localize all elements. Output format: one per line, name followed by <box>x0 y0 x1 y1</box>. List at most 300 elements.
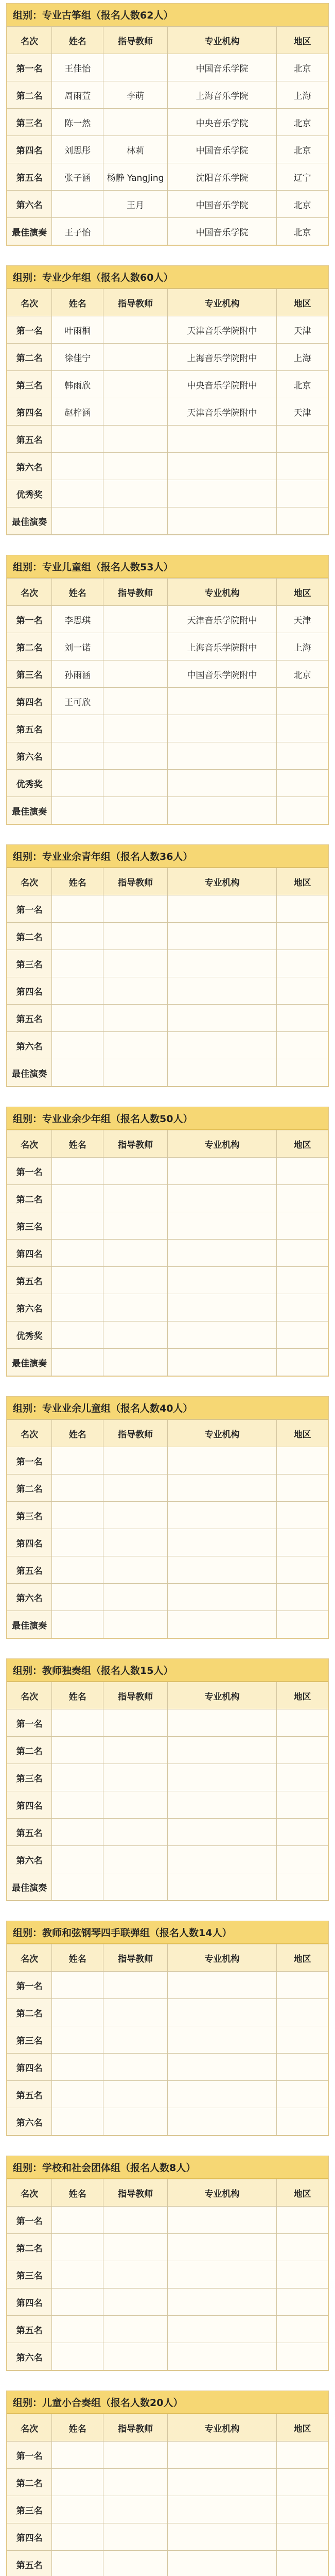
table-row <box>7 950 328 977</box>
cell-region <box>277 2054 328 2081</box>
table-row <box>7 136 328 163</box>
cell-organization <box>167 2081 276 2108</box>
cell-name <box>52 1556 103 1584</box>
cell-rank: 第四名 <box>7 2523 52 2551</box>
column-header-teacher: 指导教师 <box>103 289 168 316</box>
cell-name <box>52 2316 103 2343</box>
cell-organization <box>167 1611 276 1638</box>
cell-region <box>277 950 328 977</box>
cell-teacher: 林莉 <box>103 136 168 163</box>
cell-teacher <box>103 1972 168 1999</box>
cell-rank: 第六名 <box>7 1032 52 1059</box>
cell-teacher <box>103 1005 168 1032</box>
cell-organization <box>167 2207 276 2234</box>
cell-region <box>277 1502 328 1529</box>
cell-teacher <box>103 1529 168 1556</box>
table-row <box>7 715 328 742</box>
cell-teacher: 杨静 YangJing <box>103 163 168 191</box>
table-header-row <box>7 1130 328 1158</box>
table-row <box>7 1158 328 1185</box>
cell-name <box>52 2234 103 2261</box>
results-section <box>6 1921 329 2136</box>
cell-name <box>52 1737 103 1764</box>
cell-rank: 第四名 <box>7 1240 52 1267</box>
table-row <box>7 2026 328 2054</box>
cell-region <box>277 1475 328 1502</box>
cell-rank: 第三名 <box>7 2496 52 2523</box>
cell-region <box>277 977 328 1005</box>
cell-rank: 第一名 <box>7 2207 52 2234</box>
table-header-row <box>7 1682 328 1709</box>
table-row <box>7 797 328 824</box>
cell-teacher <box>103 109 168 136</box>
cell-organization: 上海音乐学院附中 <box>167 633 276 660</box>
cell-organization <box>167 2316 276 2343</box>
cell-teacher <box>103 507 168 535</box>
cell-organization <box>167 1819 276 1846</box>
cell-name <box>52 1475 103 1502</box>
cell-name <box>52 2261 103 2289</box>
cell-name: 叶雨桐 <box>52 316 103 344</box>
cell-region <box>277 770 328 797</box>
cell-organization: 中央音乐学院 <box>167 109 276 136</box>
cell-teacher <box>103 1556 168 1584</box>
cell-rank: 优秀奖 <box>7 1321 52 1349</box>
table-row <box>7 453 328 480</box>
cell-organization <box>167 1240 276 1267</box>
cell-name: 孙雨涵 <box>52 660 103 688</box>
cell-organization <box>167 2523 276 2551</box>
cell-region <box>277 1873 328 1901</box>
cell-organization <box>167 895 276 923</box>
results-section <box>6 1107 329 1377</box>
cell-rank: 第六名 <box>7 1294 52 1321</box>
cell-teacher <box>103 1873 168 1901</box>
group-name: 专业业余青年组（报名人数36人） <box>42 851 193 862</box>
group-label: 组别： <box>13 1113 43 1125</box>
cell-region <box>277 1212 328 1240</box>
column-header-region: 地区 <box>277 1130 328 1158</box>
cell-teacher <box>103 2234 168 2261</box>
cell-rank: 第一名 <box>7 1972 52 1999</box>
cell-organization <box>167 453 276 480</box>
cell-region <box>277 1529 328 1556</box>
cell-region <box>277 426 328 453</box>
cell-name <box>52 1529 103 1556</box>
cell-region <box>277 715 328 742</box>
column-header-teacher: 指导教师 <box>103 579 168 606</box>
cell-name <box>52 507 103 535</box>
cell-rank: 第三名 <box>7 1212 52 1240</box>
column-header-organization: 专业机构 <box>167 2414 276 2442</box>
column-header-rank: 名次 <box>7 27 52 54</box>
cell-teacher: 李萌 <box>103 81 168 109</box>
cell-rank: 第一名 <box>7 2442 52 2469</box>
cell-rank: 第二名 <box>7 2469 52 2496</box>
cell-teacher <box>103 1584 168 1611</box>
table-header-row <box>7 2179 328 2207</box>
results-section <box>6 2156 329 2371</box>
cell-region <box>277 742 328 770</box>
cell-teacher <box>103 426 168 453</box>
cell-name <box>52 1005 103 1032</box>
cell-teacher <box>103 1502 168 1529</box>
cell-organization: 中国音乐学院 <box>167 136 276 163</box>
section-title <box>7 1921 328 1944</box>
cell-name <box>52 895 103 923</box>
cell-name <box>52 1059 103 1087</box>
column-header-organization: 专业机构 <box>167 579 276 606</box>
cell-organization <box>167 1349 276 1376</box>
cell-organization <box>167 2343 276 2370</box>
cell-name: 韩雨欣 <box>52 371 103 398</box>
cell-teacher <box>103 606 168 633</box>
group-label: 组别： <box>13 2397 43 2409</box>
cell-name: 陈一然 <box>52 109 103 136</box>
table-row <box>7 1611 328 1638</box>
cell-region <box>277 2026 328 2054</box>
cell-region <box>277 2207 328 2234</box>
cell-rank: 第四名 <box>7 2054 52 2081</box>
cell-region <box>277 1447 328 1475</box>
cell-name <box>52 2523 103 2551</box>
cell-region <box>277 2289 328 2316</box>
cell-region <box>277 1846 328 1873</box>
results-section <box>6 1658 329 1901</box>
cell-teacher <box>103 950 168 977</box>
cell-name <box>52 1611 103 1638</box>
results-section <box>6 844 329 1087</box>
cell-name <box>52 2026 103 2054</box>
cell-rank: 最佳演奏 <box>7 218 52 245</box>
table-row <box>7 923 328 950</box>
cell-teacher <box>103 2207 168 2234</box>
cell-region: 天津 <box>277 606 328 633</box>
table-row <box>7 2316 328 2343</box>
table-row <box>7 109 328 136</box>
cell-organization <box>167 2442 276 2469</box>
cell-teacher <box>103 2442 168 2469</box>
table-header-row <box>7 289 328 316</box>
cell-teacher <box>103 2026 168 2054</box>
column-header-region: 地区 <box>277 27 328 54</box>
cell-rank: 第六名 <box>7 2343 52 2370</box>
cell-rank: 第二名 <box>7 1475 52 1502</box>
table-header-row <box>7 868 328 895</box>
cell-region <box>277 1267 328 1294</box>
column-header-rank: 名次 <box>7 1130 52 1158</box>
table-row <box>7 344 328 371</box>
column-header-teacher: 指导教师 <box>103 2179 168 2207</box>
column-header-region: 地区 <box>277 579 328 606</box>
cell-rank: 第四名 <box>7 398 52 426</box>
table-row <box>7 2551 328 2576</box>
cell-name <box>52 923 103 950</box>
cell-name <box>52 1972 103 1999</box>
cell-teacher <box>103 977 168 1005</box>
cell-region <box>277 453 328 480</box>
table-row <box>7 371 328 398</box>
table-row <box>7 1873 328 1901</box>
column-header-teacher: 指导教师 <box>103 868 168 895</box>
cell-region <box>277 895 328 923</box>
cell-name <box>52 1267 103 1294</box>
cell-organization <box>167 797 276 824</box>
cell-organization <box>167 2261 276 2289</box>
group-label: 组别： <box>13 272 43 283</box>
cell-organization <box>167 1032 276 1059</box>
cell-teacher <box>103 633 168 660</box>
table-row <box>7 1556 328 1584</box>
cell-organization <box>167 1999 276 2026</box>
column-header-name: 姓名 <box>52 868 103 895</box>
cell-region <box>277 2316 328 2343</box>
cell-organization <box>167 1502 276 1529</box>
column-header-name: 姓名 <box>52 2414 103 2442</box>
cell-name <box>52 1349 103 1376</box>
table-row <box>7 1584 328 1611</box>
cell-organization: 上海音乐学院附中 <box>167 344 276 371</box>
cell-name: 徐佳宁 <box>52 344 103 371</box>
cell-region: 北京 <box>277 191 328 218</box>
cell-region <box>277 1005 328 1032</box>
table-row <box>7 1447 328 1475</box>
cell-organization <box>167 1447 276 1475</box>
cell-region <box>277 2496 328 2523</box>
cell-teacher <box>103 1032 168 1059</box>
cell-rank: 最佳演奏 <box>7 1349 52 1376</box>
cell-organization: 沈阳音乐学院 <box>167 163 276 191</box>
column-header-organization: 专业机构 <box>167 2179 276 2207</box>
cell-region <box>277 1059 328 1087</box>
cell-teacher <box>103 1185 168 1212</box>
cell-rank: 第三名 <box>7 950 52 977</box>
cell-name: 王可欣 <box>52 688 103 715</box>
group-label: 组别： <box>13 2162 43 2174</box>
table-row <box>7 2207 328 2234</box>
cell-region <box>277 1972 328 1999</box>
cell-teacher <box>103 2343 168 2370</box>
cell-teacher <box>103 797 168 824</box>
table-row <box>7 688 328 715</box>
cell-teacher <box>103 2316 168 2343</box>
cell-region: 北京 <box>277 371 328 398</box>
group-name: 专业业余少年组（报名人数50人） <box>42 1113 193 1125</box>
cell-region <box>277 2234 328 2261</box>
results-table <box>7 1682 328 1901</box>
cell-teacher <box>103 371 168 398</box>
group-label: 组别： <box>13 851 43 862</box>
cell-region <box>277 1032 328 1059</box>
table-header-row <box>7 1420 328 1447</box>
cell-rank: 第二名 <box>7 2234 52 2261</box>
group-name: 专业少年组（报名人数60人） <box>42 272 173 283</box>
cell-teacher <box>103 1709 168 1737</box>
cell-rank: 第四名 <box>7 136 52 163</box>
column-header-organization: 专业机构 <box>167 1682 276 1709</box>
table-row <box>7 1349 328 1376</box>
table-row <box>7 1321 328 1349</box>
table-header-row <box>7 579 328 606</box>
section-title <box>7 555 328 578</box>
cell-region <box>277 1349 328 1376</box>
cell-organization <box>167 1158 276 1185</box>
cell-organization <box>167 1791 276 1819</box>
cell-teacher <box>103 398 168 426</box>
results-table <box>7 578 328 824</box>
cell-region <box>277 2108 328 2136</box>
cell-name <box>52 191 103 218</box>
column-header-name: 姓名 <box>52 1944 103 1972</box>
section-title <box>7 2391 328 2414</box>
cell-organization <box>167 1709 276 1737</box>
group-label: 组别： <box>13 10 43 21</box>
table-row <box>7 895 328 923</box>
cell-name <box>52 1502 103 1529</box>
group-name: 专业儿童组（报名人数53人） <box>42 562 173 573</box>
table-row <box>7 1267 328 1294</box>
column-header-region: 地区 <box>277 1944 328 1972</box>
cell-region <box>277 1999 328 2026</box>
results-table <box>7 26 328 245</box>
column-header-organization: 专业机构 <box>167 1130 276 1158</box>
cell-region: 北京 <box>277 54 328 81</box>
cell-rank: 第一名 <box>7 54 52 81</box>
cell-rank: 第五名 <box>7 1267 52 1294</box>
cell-teacher <box>103 2054 168 2081</box>
group-name: 儿童小合奏组（报名人数20人） <box>42 2397 183 2409</box>
cell-region <box>277 2469 328 2496</box>
cell-name <box>52 1321 103 1349</box>
cell-rank: 第一名 <box>7 606 52 633</box>
cell-organization <box>167 1059 276 1087</box>
group-name: 学校和社会团体组（报名人数8人） <box>42 2162 196 2174</box>
table-row <box>7 2469 328 2496</box>
column-header-teacher: 指导教师 <box>103 1130 168 1158</box>
table-row <box>7 977 328 1005</box>
cell-region <box>277 1764 328 1791</box>
cell-rank: 第四名 <box>7 1791 52 1819</box>
column-header-teacher: 指导教师 <box>103 2414 168 2442</box>
cell-teacher <box>103 1819 168 1846</box>
group-label: 组别： <box>13 1927 43 1939</box>
table-row <box>7 191 328 218</box>
group-name: 专业古筝组（报名人数62人） <box>42 10 173 21</box>
cell-rank: 第四名 <box>7 688 52 715</box>
cell-name <box>52 1294 103 1321</box>
cell-rank: 最佳演奏 <box>7 797 52 824</box>
column-header-rank: 名次 <box>7 2179 52 2207</box>
cell-organization <box>167 426 276 453</box>
cell-rank: 最佳演奏 <box>7 1611 52 1638</box>
cell-name <box>52 950 103 977</box>
cell-teacher <box>103 742 168 770</box>
cell-rank: 第五名 <box>7 715 52 742</box>
cell-name <box>52 1032 103 1059</box>
cell-teacher <box>103 770 168 797</box>
results-section <box>6 1396 329 1639</box>
cell-name <box>52 2551 103 2576</box>
cell-teacher <box>103 660 168 688</box>
cell-region <box>277 1185 328 1212</box>
cell-name <box>52 1240 103 1267</box>
cell-name <box>52 1158 103 1185</box>
cell-teacher <box>103 1294 168 1321</box>
cell-region <box>277 2343 328 2370</box>
cell-organization <box>167 1529 276 1556</box>
cell-rank: 第五名 <box>7 2081 52 2108</box>
cell-organization <box>167 1764 276 1791</box>
cell-region: 北京 <box>277 218 328 245</box>
table-row <box>7 1005 328 1032</box>
cell-rank: 第二名 <box>7 81 52 109</box>
results-table <box>7 868 328 1087</box>
cell-organization <box>167 1972 276 1999</box>
table-row <box>7 1737 328 1764</box>
column-header-rank: 名次 <box>7 289 52 316</box>
cell-organization <box>167 950 276 977</box>
cell-region <box>277 1791 328 1819</box>
cell-name <box>52 1185 103 1212</box>
cell-organization <box>167 1005 276 1032</box>
cell-teacher <box>103 1240 168 1267</box>
cell-region <box>277 1737 328 1764</box>
cell-rank: 第三名 <box>7 2026 52 2054</box>
results-table <box>7 1419 328 1638</box>
table-row <box>7 398 328 426</box>
group-name: 教师和弦钢琴四手联弹组（报名人数14人） <box>42 1927 232 1939</box>
column-header-name: 姓名 <box>52 579 103 606</box>
cell-organization: 天津音乐学院附中 <box>167 606 276 633</box>
group-label: 组别： <box>13 1665 43 1676</box>
cell-region: 辽宁 <box>277 163 328 191</box>
cell-name <box>52 770 103 797</box>
table-row <box>7 770 328 797</box>
cell-teacher <box>103 2261 168 2289</box>
cell-teacher <box>103 1267 168 1294</box>
cell-organization <box>167 2551 276 2576</box>
cell-teacher <box>103 344 168 371</box>
cell-rank: 最佳演奏 <box>7 1059 52 1087</box>
column-header-organization: 专业机构 <box>167 868 276 895</box>
column-header-rank: 名次 <box>7 1944 52 1972</box>
cell-organization <box>167 770 276 797</box>
cell-organization <box>167 923 276 950</box>
cell-teacher <box>103 1158 168 1185</box>
cell-rank: 第四名 <box>7 977 52 1005</box>
cell-organization <box>167 2234 276 2261</box>
cell-teacher <box>103 1349 168 1376</box>
cell-region <box>277 2523 328 2551</box>
cell-teacher <box>103 1611 168 1638</box>
cell-teacher <box>103 2081 168 2108</box>
cell-rank: 第五名 <box>7 1556 52 1584</box>
cell-organization: 中国音乐学院 <box>167 54 276 81</box>
cell-teacher <box>103 316 168 344</box>
cell-name <box>52 1846 103 1873</box>
column-header-rank: 名次 <box>7 1420 52 1447</box>
cell-name <box>52 742 103 770</box>
results-table <box>7 289 328 535</box>
cell-region <box>277 1556 328 1584</box>
cell-teacher <box>103 2108 168 2136</box>
cell-organization <box>167 2496 276 2523</box>
cell-organization <box>167 1212 276 1240</box>
column-header-name: 姓名 <box>52 289 103 316</box>
cell-name <box>52 1873 103 1901</box>
cell-organization <box>167 688 276 715</box>
column-header-name: 姓名 <box>52 27 103 54</box>
